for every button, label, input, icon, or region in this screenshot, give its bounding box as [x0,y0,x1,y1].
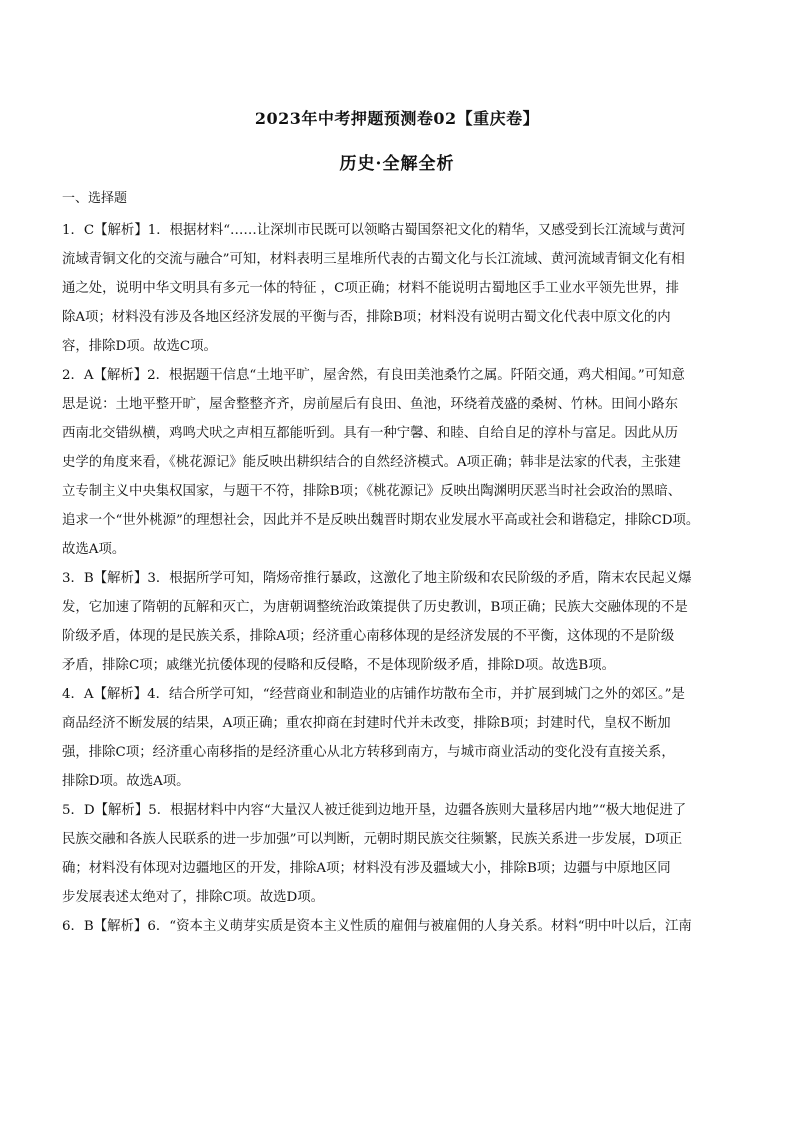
answer-line: 流域青铜文化的交流与融合”可知，材料表明三星堆所代表的古蜀文化与长江流域、黄河流域青铜文化有相 [62,252,685,267]
answer-line: 西南北交错纵横，鸡鸣犬吠之声相互都能听到。具有一种宁馨、和睦、自给自足的淳朴与富足。因此从历 [62,426,678,441]
answer-line: 阶级矛盾，体现的是民族关系，排除A项；经济重心南移体现的是经济发展的不平衡，这体现的不是阶级 [62,629,675,644]
answer-line: 思是说：土地平整开旷，屋舍整整齐齐，房前屋后有良田、鱼池，环绕着茂盛的桑树、竹林。田间小路东 [62,397,678,412]
answer-line: 矛盾，排除C项；戚继光抗倭体现的侵略和反侵略，不是体现阶级矛盾，排除D项。故选B项。 [62,658,616,673]
answer-line: 5．D【解析】5．根据材料中内容“大量汉人被迁徙到边地开垦，边疆各族则大量移居内地”“极大地促进了 [62,803,687,818]
answer-line: 确；材料没有体现对边疆地区的开发，排除A项；材料没有涉及疆域大小，排除B项；边疆与中原地区同 [62,861,671,876]
answer-line: 追求一个“世外桃源”的理想社会，因此并不是反映出魏晋时期农业发展水平高或社会和谐稳定，排除CD项。 [62,513,700,528]
answer-item-2 [62,361,738,564]
answer-line: 容，排除D项。故选C项。 [62,339,217,354]
answer-item-1 [62,216,738,361]
answer-line: 排除D项。故选A项。 [62,774,190,789]
answer-line: 2．A【解析】2．根据题干信息“土地平旷，屋舍然，有良田美池桑竹之属。阡陌交通，鸡犬相闻。”可知意 [62,368,685,383]
answer-item-5 [62,796,738,912]
answer-item-4 [62,680,738,796]
answer-line: 商品经济不断发展的结果，A项正确；重农抑商在封建时代并未改变，排除B项；封建时代，皇权不断加 [62,716,671,731]
answer-line: 除A项；材料没有涉及各地区经济发展的平衡与否，排除B项；材料没有说明古蜀文化代表中原文化的内 [62,310,671,325]
answer-line: 立专制主义中央集权国家，与题干不符，排除B项；《桃花源记》反映出陶渊明厌恶当时社会政治的黑暗、 [62,484,682,499]
page-title: 2023年中考押题预测卷02【重庆卷】 [254,109,540,128]
answer-content [62,216,738,941]
answer-item-6 [62,912,738,941]
answer-line: 发，它加速了隋朝的瓦解和灭亡，为唐朝调整统治政策提供了历史教训，B项正确；民族大交融体现的不是 [62,600,688,615]
answer-line: 4．A【解析】4．结合所学可知，“经营商业和制造业的店铺作坊散布全市，并扩展到城门之外的郊区。”是 [62,687,685,702]
answer-line: 史学的角度来看，《桃花源记》能反映出耕织结合的自然经济模式。A项正确；韩非是法家的代表，主张建 [62,455,681,470]
answer-line: 故选A项。 [62,542,126,557]
answer-item-3 [62,564,738,680]
answer-line: 1．C【解析】1．根据材料“……让深圳市民既可以领略古蜀国祭祀文化的精华，又感受到长江流域与黄河 [62,223,686,238]
answer-line: 通之处，说明中华文明具有多元一体的特征 ，C项正确；材料不能说明古蜀地区手工业水平领先世界，排 [62,281,680,296]
answer-line: 民族交融和各族人民联系的进一步加强”可以判断，元朝时期民族交往频繁，民族关系进一步发展，D项正 [62,832,683,847]
answer-line: 强，排除C项；经济重心南移指的是经济重心从北方转移到南方，与城市商业活动的变化没有直接关系， [62,745,675,760]
answer-line: 6．B【解析】6．“资本主义萌芽实质是资本主义性质的雇佣与被雇佣的人身关系。材料“明中叶以后，江南 [62,919,692,934]
answer-line: 3．B【解析】3．根据所学可知，隋炀帝推行暴政，这激化了地主阶级和农民阶级的矛盾，隋末农民起义爆 [62,571,692,586]
answer-line: 步发展表述太绝对了，排除C项。故选D项。 [62,890,325,905]
section-heading: 一、选择题 [62,191,128,206]
page-subtitle: 历史·全解全析 [339,154,455,174]
